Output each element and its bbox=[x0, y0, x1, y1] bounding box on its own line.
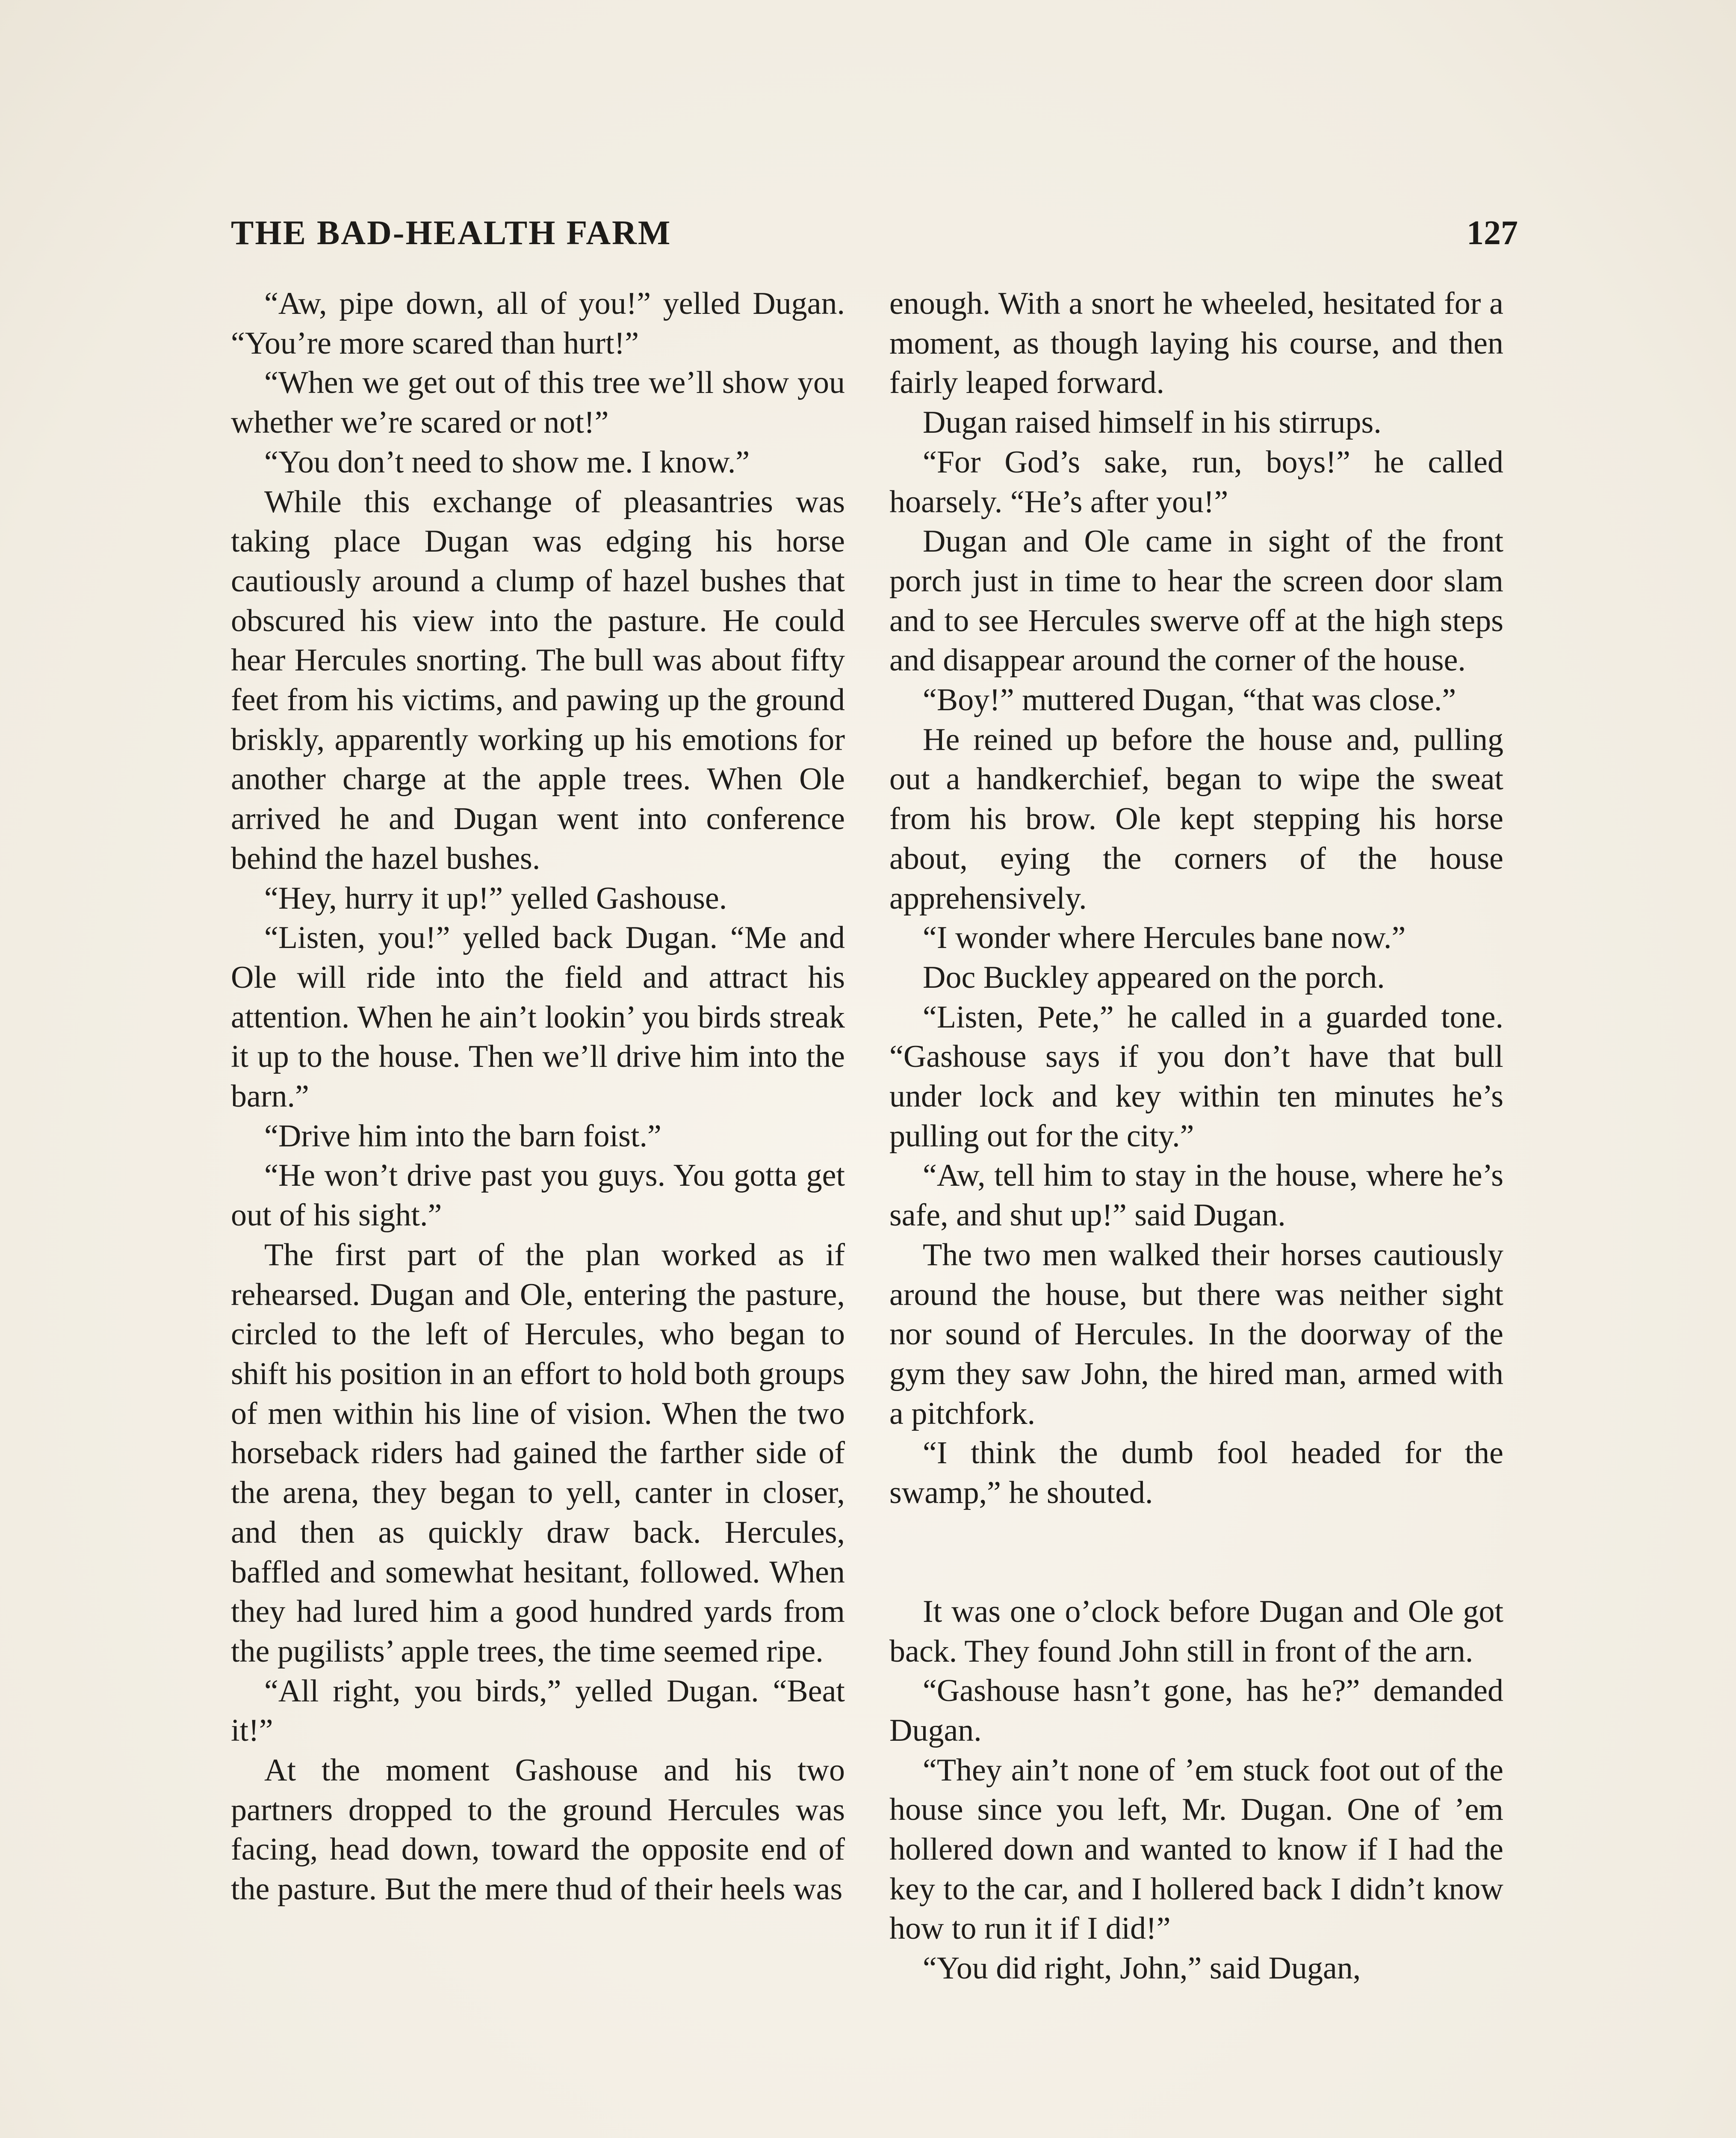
paragraph: The two men walked their horses cautiously around the house, but there was neither sight nor sound of Hercules. In the doorway of the gym they saw John, the hired man, armed with a pitchfork. bbox=[889, 1237, 1503, 1431]
left-column bbox=[231, 284, 845, 1909]
running-title: THE BAD-HEALTH FARM bbox=[231, 214, 672, 252]
paragraph: “Aw, pipe down, all of you!” yelled Dugan. “You’re more scared than hurt!” bbox=[231, 286, 845, 361]
paragraph: He reined up before the house and, pulling out a handkerchief, began to wipe the sweat from his brow. Ole kept stepping his horse about, eying the corners of the house apprehensively. bbox=[889, 722, 1503, 916]
paragraph: “Hey, hurry it up!” yelled Gashouse. bbox=[264, 880, 727, 916]
paragraph: “I wonder where Hercules bane now.” bbox=[923, 920, 1406, 956]
paragraph: “They ain’t none of ’em stuck foot out of the house since you left, Mr. Dugan. One of ’em hollered down and wanted to know if I had the key to the car, and I hollered back I didn’t know how to run it if I did!” bbox=[889, 1752, 1503, 1946]
paragraph: “You don’t need to show me. I know.” bbox=[264, 444, 750, 480]
paragraph: “I think the dumb fool headed for the swamp,” he shouted. bbox=[889, 1435, 1503, 1511]
paragraph: Dugan and Ole came in sight of the front porch just in time to hear the screen door slam and to see Hercules swerve off at the high steps and disappear around the corner of the house. bbox=[889, 524, 1503, 678]
page-number: 127 bbox=[1467, 214, 1518, 252]
paragraph: “You did right, John,” said Dugan, bbox=[923, 1951, 1361, 1986]
section-break bbox=[889, 1513, 1503, 1592]
paragraph: It was one o’clock before Dugan and Ole got back. They found John still in front of the arn. bbox=[889, 1594, 1503, 1669]
paragraph: “Drive him into the barn foist.” bbox=[264, 1118, 661, 1154]
paragraph-continued: enough. With a snort he wheeled, hesitated for a moment, as though laying his course, and then fairly leaped forward. bbox=[889, 286, 1503, 401]
paragraph: “When we get out of this tree we’ll show you whether we’re scared or not!” bbox=[231, 365, 845, 440]
paragraph: Dugan raised himself in his stirrups. bbox=[923, 405, 1382, 440]
paragraph: “Gashouse hasn’t gone, has he?” demanded Dugan. bbox=[889, 1673, 1503, 1748]
paragraph: “Listen, Pete,” he called in a guarded tone. “Gashouse says if you don’t have that bull under lock and key within ten minutes he’s pulling out for the city.” bbox=[889, 999, 1503, 1154]
paragraph: At the moment Gashouse and his two partners dropped to the ground Hercules was facing, head down, toward the opposite end of the pasture. But the mere thud of their heels was bbox=[231, 1753, 845, 1907]
paragraph: Doc Buckley appeared on the porch. bbox=[923, 960, 1385, 995]
paragraph: The first part of the plan worked as if rehearsed. Dugan and Ole, entering the pasture, circled to the left of Hercules, who began to shift his position in an effort to hold both groups of men within his line of vision. When the two horseback riders had gained the farther side of the arena, they began to yell, canter in closer, and then as quickly draw back. Hercules, baffled and somewhat hesitant, followed. When they had lured him a good hundred yards from the pugilists’ apple trees, the time seemed ripe. bbox=[231, 1237, 845, 1669]
paragraph: “For God’s sake, run, boys!” he called hoarsely. “He’s after you!” bbox=[889, 444, 1503, 520]
paragraph: “Listen, you!” yelled back Dugan. “Me and Ole will ride into the field and attract his attention. When he ain’t lookin’ you birds streak it up to the house. Then we’ll drive him into the barn.” bbox=[231, 920, 845, 1114]
right-column bbox=[889, 284, 1503, 1988]
paragraph: “Aw, tell him to stay in the house, where he’s safe, and shut up!” said Dugan. bbox=[889, 1158, 1503, 1233]
paragraph: “He won’t drive past you guys. You gotta get out of his sight.” bbox=[231, 1158, 845, 1233]
paragraph: “Boy!” muttered Dugan, “that was close.” bbox=[923, 682, 1456, 718]
running-head bbox=[231, 214, 1518, 261]
paragraph: “All right, you birds,” yelled Dugan. “Beat it!” bbox=[231, 1673, 845, 1748]
paragraph: While this exchange of pleasantries was taking place Dugan was edging his horse cautiously around a clump of hazel bushes that obscured his view into the pasture. He could hear Hercules snorting. The bull was about fifty feet from his victims, and pawing up the ground briskly, apparently working up his emotions for another charge at the apple trees. When Ole arrived he and Dugan went into conference behind the hazel bushes. bbox=[231, 484, 845, 876]
